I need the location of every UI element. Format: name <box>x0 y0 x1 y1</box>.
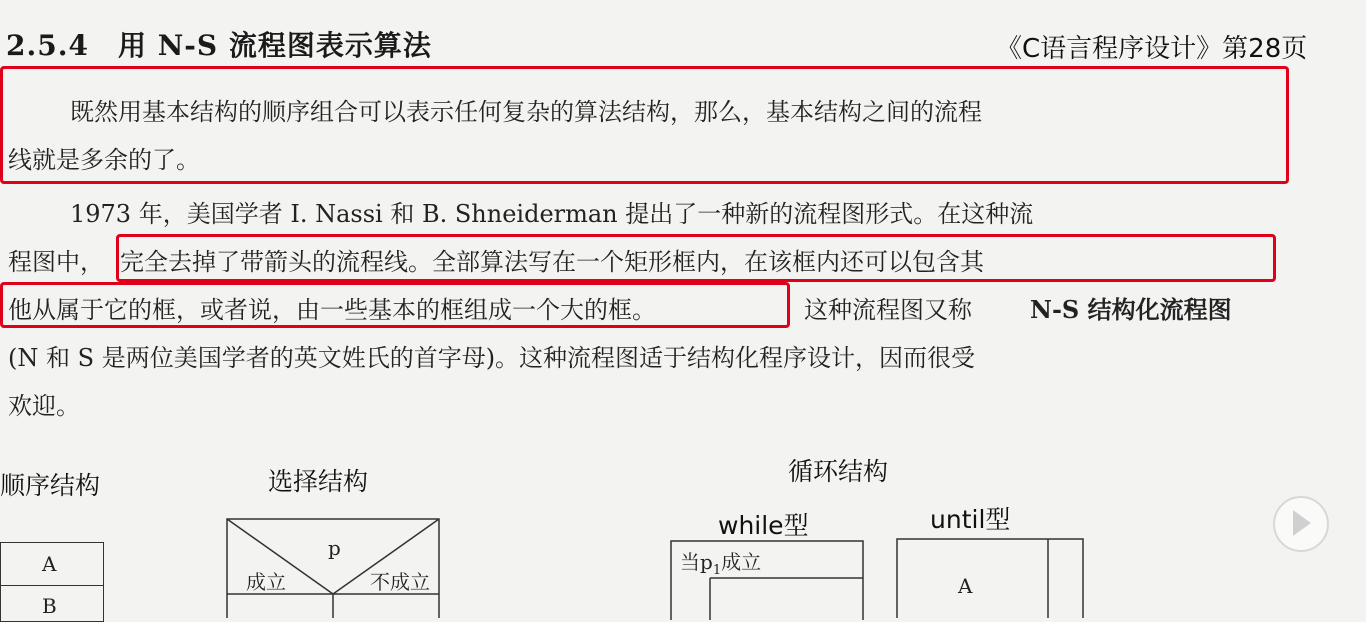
book-reference: 《C语言程序设计》第28页 <box>996 34 1308 64</box>
selection-true-branch: 成立 <box>246 570 286 594</box>
sequence-block-a: A <box>42 552 57 576</box>
selection-condition-p: p <box>328 536 341 560</box>
loop-structure-label: 循环结构 <box>788 457 889 486</box>
while-condition <box>680 546 761 578</box>
para2-line3-suffix: 这种流程图又称 <box>804 296 972 324</box>
while-type-label: while型 <box>718 511 809 540</box>
while-condition-head: 当p <box>680 550 713 574</box>
para2-line4: (N 和 S 是两位美国学者的英文姓氏的首字母)。这种流程图适于结构化程序设计，因而很受 <box>8 344 976 372</box>
while-condition-subscript: 1 <box>712 563 722 578</box>
sequence-structure-label: 顺序结构 <box>0 471 101 500</box>
para2-line5: 欢迎。 <box>8 392 80 420</box>
para2-line2-highlight: 完全去掉了带箭头的流程线。全部算法写在一个矩形框内，在该框内还可以包含其 <box>120 248 984 276</box>
video-play-button[interactable] <box>1273 496 1329 552</box>
para2-line3-highlight: 他从属于它的框，或者说，由一些基本的框组成一个大的框。 <box>8 296 656 324</box>
until-type-label: until型 <box>930 505 1011 534</box>
selection-structure-label: 选择结构 <box>268 467 369 496</box>
while-condition-tail: 成立 <box>721 550 762 574</box>
sequence-divider <box>0 585 104 586</box>
ns-flowchart-term: N-S 结构化流程图 <box>1030 295 1232 324</box>
play-icon <box>1293 510 1311 536</box>
until-block-a: A <box>958 574 973 598</box>
para2-line2-prefix: 程图中， <box>8 248 104 276</box>
para1-line1: 既然用基本结构的顺序组合可以表示任何复杂的算法结构，那么，基本结构之间的流程 <box>70 98 982 126</box>
para2-line1: 1973 年，美国学者 I. Nassi 和 B. Shneiderman 提出了一种新的流程图形式。在这种流 <box>70 200 1034 228</box>
until-loop-diagram <box>896 538 1086 618</box>
section-title: 2.5.4 用 N-S 流程图表示算法 <box>6 29 432 62</box>
sequence-block-b: B <box>42 594 57 618</box>
para1-line2: 线就是多余的了。 <box>8 146 200 174</box>
selection-false-branch: 不成立 <box>370 570 430 594</box>
